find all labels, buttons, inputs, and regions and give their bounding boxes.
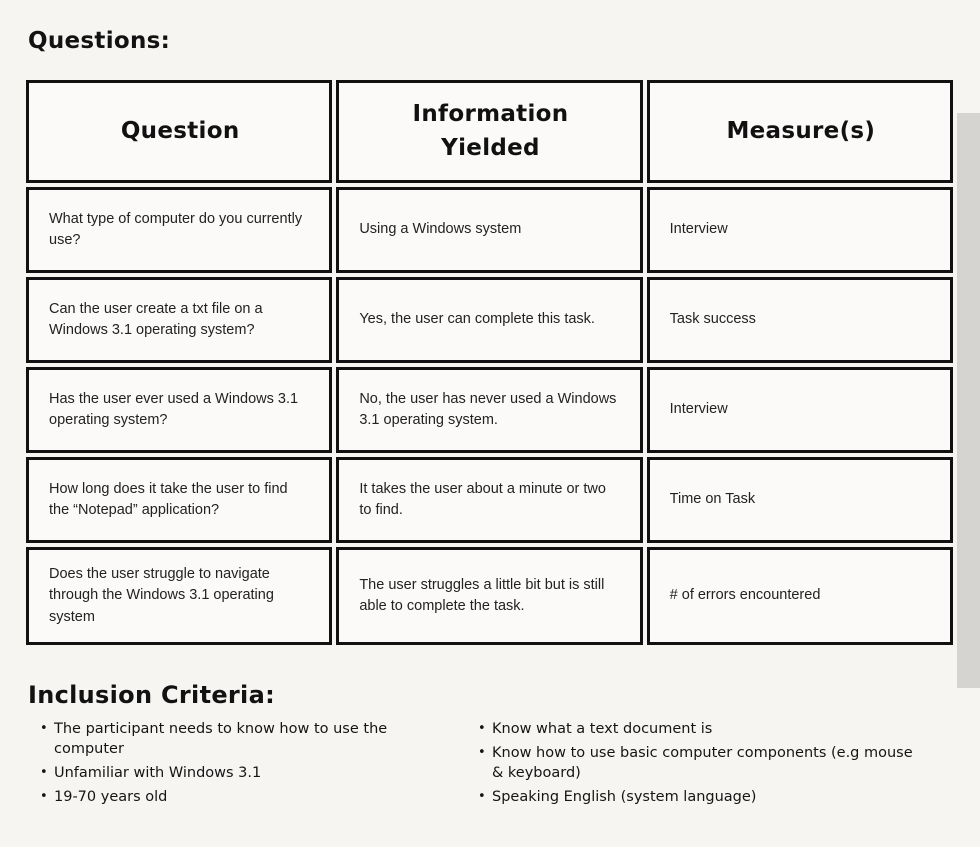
document-page — [0, 28, 980, 807]
question-cell: Can the user create a txt file on a Windows 3.1 operating system? — [26, 277, 332, 363]
question-cell: Has the user ever used a Windows 3.1 operating system? — [26, 367, 332, 453]
bullet-icon: • — [40, 789, 48, 805]
bullet-icon: • — [478, 789, 486, 805]
list-item — [40, 719, 460, 759]
measure-cell: Task success — [647, 277, 953, 363]
header-question: Question — [26, 80, 332, 183]
criteria-text: Unfamiliar with Windows 3.1 — [54, 765, 262, 781]
measure-cell: Time on Task — [647, 457, 953, 543]
list-item — [40, 763, 460, 783]
questions-table — [26, 80, 953, 645]
measure-cell: # of errors encountered — [647, 547, 953, 645]
info-cell: Using a Windows system — [336, 187, 642, 273]
header-measures: Measure(s) — [647, 80, 953, 183]
list-item — [40, 787, 460, 807]
inclusion-criteria-title: Inclusion Criteria: — [28, 681, 275, 709]
question-cell: How long does it take the user to find the “Notepad” application? — [26, 457, 332, 543]
page-edge — [957, 113, 980, 688]
inclusion-criteria-left-column — [40, 719, 460, 807]
bullet-icon: • — [478, 721, 486, 736]
info-cell: It takes the user about a minute or two to find. — [336, 457, 642, 543]
info-cell: No, the user has never used a Windows 3.1 operating system. — [336, 367, 642, 453]
measure-cell: Interview — [647, 187, 953, 273]
question-cell: What type of computer do you currently use? — [26, 187, 332, 273]
criteria-text: Know how to use basic computer components (e.g mouse & keyboard) — [492, 745, 913, 782]
questions-title: Questions: — [28, 28, 171, 54]
measure-cell: Interview — [647, 367, 953, 453]
inclusion-criteria-right-column — [478, 719, 928, 807]
criteria-text: Speaking English (system language) — [492, 789, 757, 806]
list-item — [478, 719, 928, 739]
inclusion-criteria-section — [40, 719, 980, 807]
list-item — [478, 743, 928, 783]
bullet-icon: • — [40, 721, 48, 736]
bullet-icon: • — [40, 765, 48, 780]
criteria-text: The participant needs to know how to use the computer — [54, 721, 388, 757]
criteria-text: Know what a text document is — [492, 721, 713, 737]
list-item — [478, 787, 928, 807]
info-cell: Yes, the user can complete this task. — [336, 277, 642, 363]
header-information-yielded: Information Yielded — [336, 80, 642, 183]
bullet-icon: • — [478, 745, 486, 761]
criteria-text: 19-70 years old — [54, 789, 168, 806]
question-cell: Does the user struggle to navigate through the Windows 3.1 operating system — [26, 547, 332, 645]
info-cell: The user struggles a little bit but is still able to complete the task. — [336, 547, 642, 645]
